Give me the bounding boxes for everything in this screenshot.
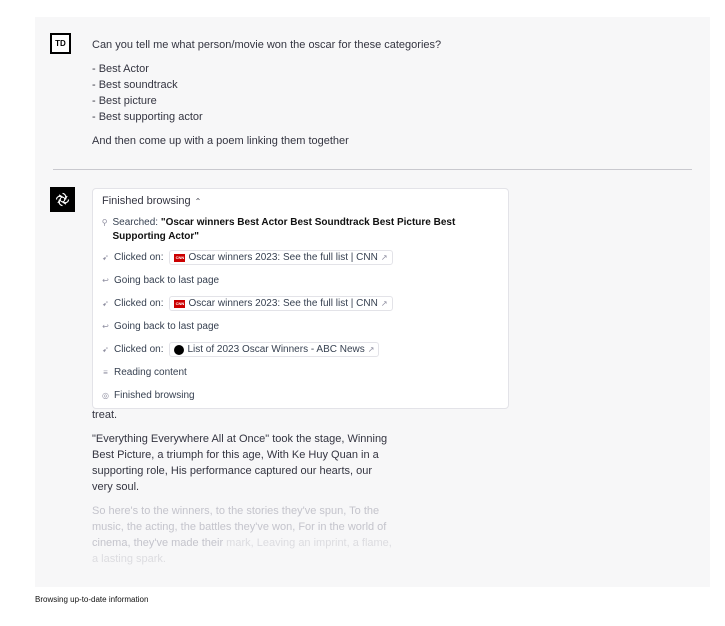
back-arrow-icon: ↩ <box>102 276 109 285</box>
search-step <box>101 216 471 244</box>
click-step <box>101 250 393 265</box>
external-link-icon: ↗ <box>380 253 388 262</box>
finished-step: ◎ Finished browsing <box>102 390 195 401</box>
search-text: Searched: "Oscar winners Best Actor Best Soundtrack Best Picture Best Supporting Actor" <box>112 217 456 242</box>
click-step <box>101 296 393 311</box>
list-item: - Best picture <box>92 95 157 107</box>
clicked-label: Clicked on: <box>114 344 164 355</box>
back-step: ↩ Going back to last page <box>102 321 220 332</box>
check-circle-icon: ◎ <box>102 391 109 400</box>
chat-panel <box>35 17 710 587</box>
source-link-cnn[interactable]: CNN Oscar winners 2023: See the full list | CNN ↗ <box>169 296 392 311</box>
poem-stanza: "Everything Everywhere All at Once" took the stage, Winning Best Picture, a triumph for this age, With Ke Huy Quan in a supporting role, His performance captured our hearts, our very soul. <box>92 433 388 493</box>
chevron-up-icon: ⌃ <box>194 196 202 206</box>
cursor-icon: ➹ <box>102 253 109 262</box>
message-divider <box>53 169 692 170</box>
list-item: - Best soundtrack <box>92 79 178 91</box>
poem-line: treat. <box>92 409 118 421</box>
user-question: Can you tell me what person/movie won the oscar for these categories? <box>92 39 442 51</box>
external-link-icon: ↗ <box>380 299 388 308</box>
list-item: - Best supporting actor <box>92 111 203 123</box>
user-avatar: TD <box>50 33 71 54</box>
lines-icon: ≡ <box>103 368 108 377</box>
browsing-panel <box>92 188 509 409</box>
user-message <box>92 37 692 149</box>
clicked-label: Clicked on: <box>114 298 164 309</box>
search-icon: ⚲ <box>101 218 108 227</box>
browsing-header: Finished browsing <box>102 195 191 207</box>
abc-logo-icon <box>174 345 184 355</box>
back-arrow-icon: ↩ <box>102 322 109 331</box>
user-followup: And then come up with a poem linking them together <box>92 135 349 147</box>
cursor-icon: ➹ <box>102 299 109 308</box>
browsing-toggle[interactable] <box>102 195 201 207</box>
assistant-response <box>92 407 392 575</box>
source-link-abc[interactable]: List of 2023 Oscar Winners - ABC News ↗ <box>169 342 379 357</box>
source-link-cnn[interactable]: CNN Oscar winners 2023: See the full list | CNN ↗ <box>169 250 392 265</box>
external-link-icon: ↗ <box>367 345 375 354</box>
back-step: ↩ Going back to last page <box>102 275 220 286</box>
cursor-icon: ➹ <box>102 345 109 354</box>
list-item: - Best Actor <box>92 63 149 75</box>
cnn-logo-icon: CNN <box>175 255 185 260</box>
poem-stanza: So here's to the winners, to the stories they've spun, To the music, the acting, the battles they've won, For in the world of cinema, they've made their mark, Leaving an imprint, a flame, a lasting spark. <box>92 505 392 565</box>
openai-logo-icon <box>50 187 75 212</box>
cnn-logo-icon: CNN <box>175 301 185 306</box>
clicked-label: Clicked on: <box>114 252 164 263</box>
caption: Browsing up-to-date information <box>35 595 149 604</box>
click-step <box>101 342 379 357</box>
reading-step: ≡ Reading content <box>101 367 187 378</box>
